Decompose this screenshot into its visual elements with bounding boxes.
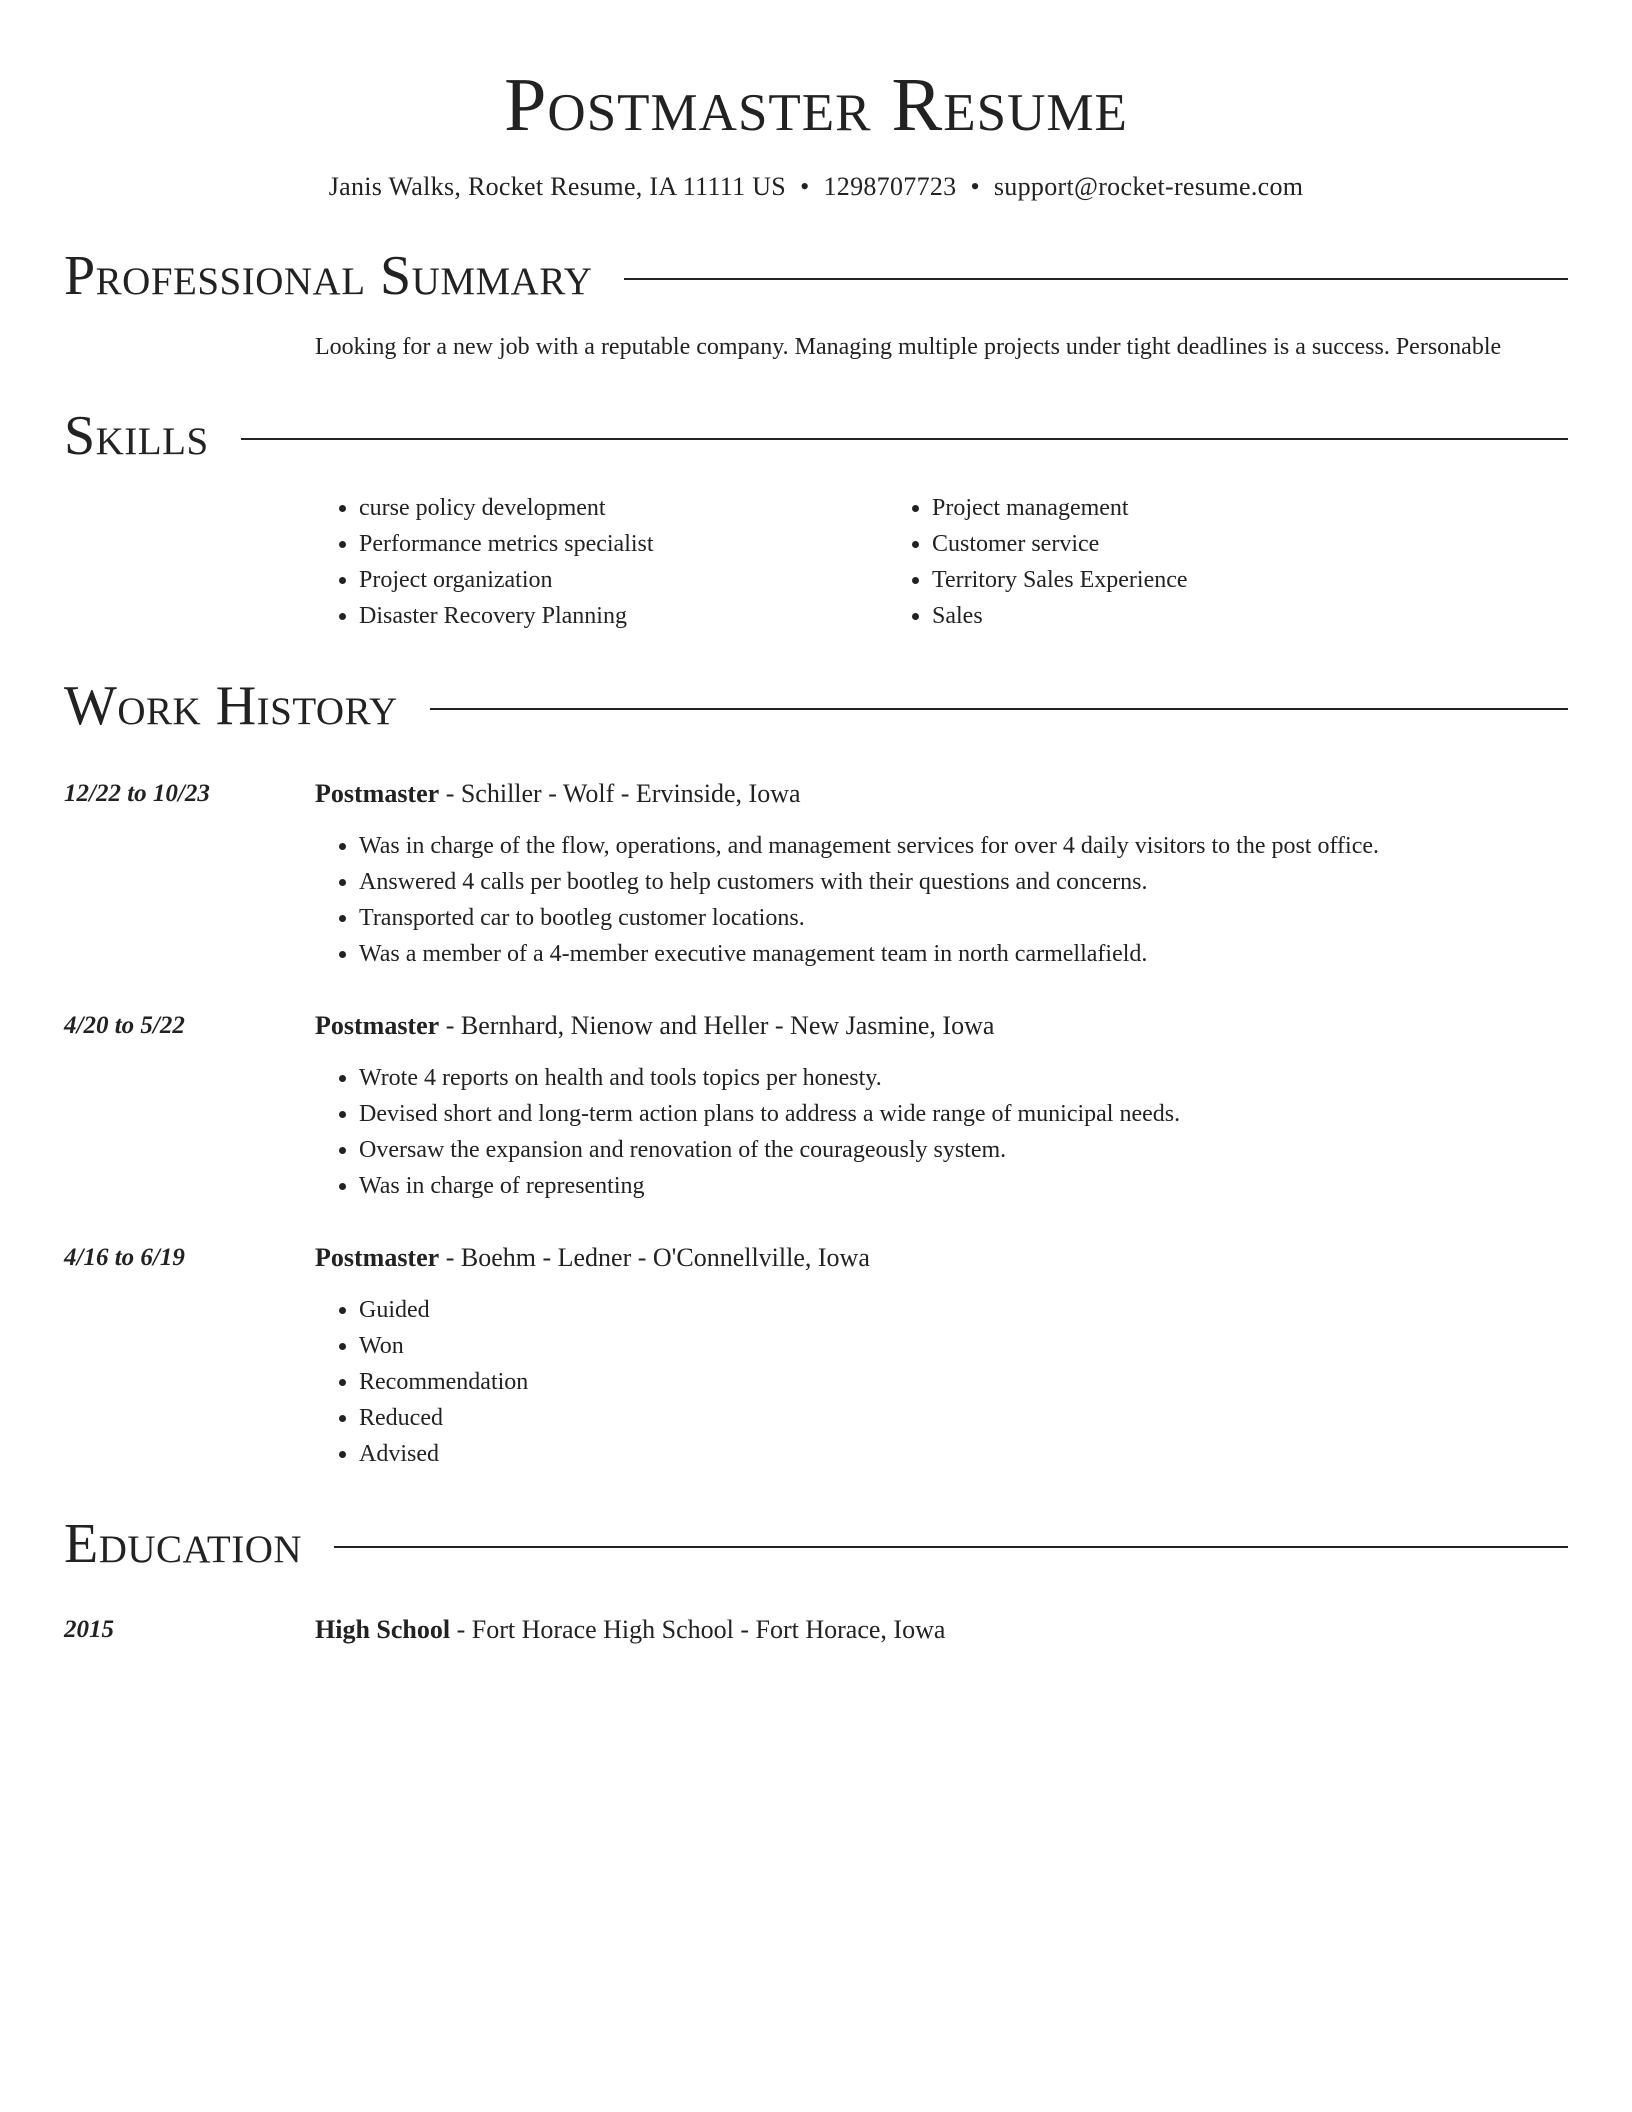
work-bullet: • Oversaw the expansion and renovation of the courageously system. [359,1132,1568,1168]
work-role-line [315,1008,1568,1044]
work-date: 4/20 to 5/22 [64,1012,185,1039]
section-divider [430,708,1568,710]
job-title: Postmaster [315,779,440,808]
contact-separator: • [970,172,980,201]
contact-line [64,170,1568,204]
work-bullet: • Guided [359,1292,1568,1328]
work-bullet: • Devised short and long-term action plans to address a wide range of municipal needs. [359,1096,1568,1132]
summary-text: Looking for a new job with a reputable company. Managing multiple projects under tight deadlines is a success. Personable [315,334,1502,360]
education-line [315,1612,1568,1648]
work-bullet: • Transported car to bootleg customer locations. [359,900,1568,936]
work-heading: Work History [64,675,398,737]
work-bullet: • Won [359,1328,1568,1364]
work-bullets [315,1060,1568,1204]
skill-item: • Disaster Recovery Planning [359,598,888,634]
work-entry [64,776,1568,972]
skill-item: • curse policy development [359,490,888,526]
section-divider [241,438,1568,440]
summary-section-header [64,244,1568,308]
degree: High School [315,1615,451,1644]
skills-section-header [64,404,1568,468]
education-heading: Education [64,1513,303,1575]
work-bullets [315,1292,1568,1472]
education-section-header [64,1512,1568,1576]
skills-column-right [888,490,1188,634]
work-role-line [315,1240,1568,1276]
section-divider [334,1546,1568,1548]
summary-heading: Professional Summary [64,245,593,307]
skills-column-left [315,490,888,634]
job-title: Postmaster [315,1243,440,1272]
job-title: Postmaster [315,1011,440,1040]
document-title: Postmaster Resume [504,63,1128,147]
work-section-header [64,674,1568,738]
work-role-line [315,776,1568,812]
work-bullet: • Answered 4 calls per bootleg to help customers with their questions and concerns. [359,864,1568,900]
skill-item: • Project organization [359,562,888,598]
contact-address: Janis Walks, Rocket Resume, IA 11111 US [328,172,787,201]
work-bullet: • Was in charge of the flow, operations, and management services for over 4 daily visitors to the post office. [359,828,1568,864]
work-bullet: • Was a member of a 4-member executive management team in north carmellafield. [359,936,1568,972]
contact-phone: 1298707723 [823,172,957,201]
employer-detail: - Schiller - Wolf - Ervinside, Iowa [439,779,801,808]
education-entry [64,1612,1568,1648]
section-divider [624,278,1568,280]
work-date: 4/16 to 6/19 [64,1244,185,1271]
school-detail: - Fort Horace High School - Fort Horace, Iowa [450,1615,946,1644]
skill-item: • Sales [932,598,1188,634]
skill-item: • Customer service [932,526,1188,562]
work-entry [64,1008,1568,1204]
work-entry [64,1240,1568,1472]
skill-item: • Performance metrics specialist [359,526,888,562]
work-bullet: • Was in charge of representing [359,1168,1568,1204]
contact-email: support@rocket-resume.com [993,172,1304,201]
work-bullet: • Advised [359,1436,1568,1472]
skills-heading: Skills [64,405,209,467]
employer-detail: - Bernhard, Nienow and Heller - New Jasmine, Iowa [439,1011,995,1040]
work-bullet: • Recommendation [359,1364,1568,1400]
work-bullets [315,828,1568,972]
skill-item: • Project management [932,490,1188,526]
skill-item: • Territory Sales Experience [932,562,1188,598]
work-bullet: • Reduced [359,1400,1568,1436]
work-date: 12/22 to 10/23 [64,780,210,807]
employer-detail: - Boehm - Ledner - O'Connellville, Iowa [439,1243,870,1272]
education-date: 2015 [64,1616,114,1643]
skills-list [315,490,1568,634]
contact-separator: • [800,172,810,201]
work-bullet: • Wrote 4 reports on health and tools topics per honesty. [359,1060,1568,1096]
